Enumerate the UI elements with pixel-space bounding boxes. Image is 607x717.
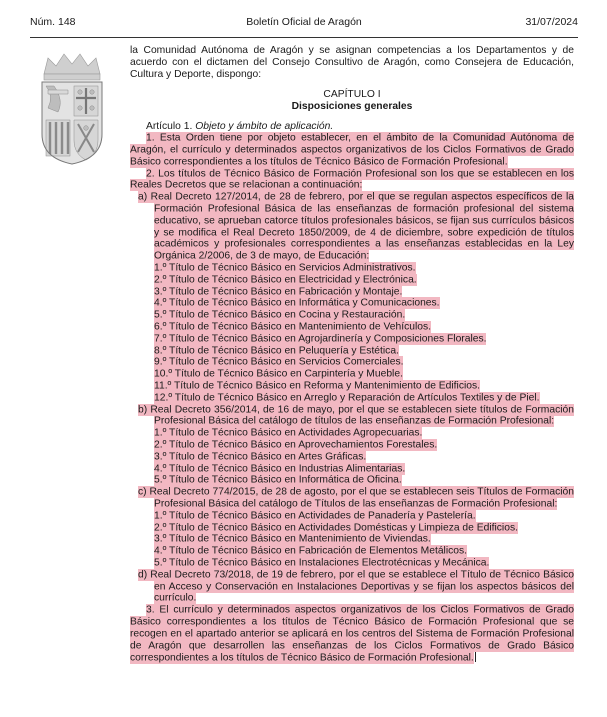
- decree-b: [130, 404, 574, 428]
- text-cursor: [475, 652, 476, 662]
- bulletin-number: Núm. 148: [30, 16, 76, 28]
- decree-c-text: c) Real Decreto 774/2015, de 28 de agosto, por el que se establecen seis Títulos de Formación Profesional Básica del catálogo de Títulos de las enseñanzas de Formación Profesional:: [138, 486, 574, 510]
- decree-a-title-1: 1.º Título de Técnico Básico en Servicios Administrativos.: [154, 262, 416, 274]
- chapter-title: Disposiciones generales: [291, 101, 413, 113]
- decree-a-title-7: 7.º Título de Técnico Básico en Agrojardinería y Composiciones Florales.: [154, 333, 487, 345]
- highlight-paragraph-2: 2. Los títulos de Técnico Básico de Formación Profesional son los que se establecen en los Reales Decretos que se relacionan a continuación:: [130, 168, 574, 191]
- decree-b-title-2: 2.º Título de Técnico Básico en Aprovechamientos Forestales.: [154, 439, 438, 451]
- decree-a-title-5: 5.º Título de Técnico Básico en Cocina y Restauración.: [154, 309, 406, 321]
- decree-b-title-5: 5.º Título de Técnico Básico en Informática de Oficina.: [154, 474, 402, 486]
- decree-a-title-8: 8.º Título de Técnico Básico en Peluquería y Estética.: [154, 345, 399, 357]
- decree-c-title-4: 4.º Título de Técnico Básico en Fabricación de Elementos Metálicos.: [154, 545, 468, 557]
- decree-b-text: b) Real Decreto 356/2014, de 16 de mayo, por el que se establecen siete títulos de Formación Profesional Básica del catálogo de títulos de las enseñanzas de Formación Profesional:: [138, 404, 574, 427]
- decree-a-title-10: 10.º Título de Técnico Básico en Carpintería y Mueble.: [154, 368, 403, 380]
- paragraph-3: [130, 605, 574, 665]
- bulletin-title: Boletín Oficial de Aragón: [246, 16, 362, 28]
- decree-a-title-6: 6.º Título de Técnico Básico en Mantenimiento de Vehículos.: [154, 321, 431, 333]
- decree-a: [130, 192, 574, 263]
- decree-a-title-4: 4.º Título de Técnico Básico en Informática y Comunicaciones.: [154, 297, 440, 309]
- decree-b-title-1: 1.º Título de Técnico Básico en Actividades Agropecuarias.: [154, 427, 423, 439]
- intro-paragraph: la Comunidad Autónoma de Aragón y se asignan competencias a los Departamentos y de acuerdo con el dictamen del Consejo Consultivo de Aragón, como Consejera de Educación, Cultura y Deporte, dispongo:: [130, 45, 574, 80]
- decree-a-title-9: 9.º Título de Técnico Básico en Servicios Comerciales.: [154, 356, 404, 368]
- document-body: [130, 45, 574, 665]
- highlight-paragraph-3: 3. El currículo y determinados aspectos organizativos de los Ciclos Formativos de Grado Básico correspondientes a los títulos de Técnico Básico de Formación Profesional que se recogen en el apartado anterior se aplicará en los centros del Sistema de Formación Profesional de Aragón que desarrollen las enseñanzas de los Ciclos Formativos de Grado Básico correspondientes a los títulos de Técnico Básico de Formación Profesional.: [130, 604, 574, 664]
- decree-a-text: a) Real Decreto 127/2014, de 28 de febrero, por el que se regulan aspectos específicos de la Formación Profesional Básica de las enseñanzas de formación profesional del sistema educativo, se aprueban catorce títulos profesionales básicos, se fijan sus currículos básicos y se modifica el Real Decreto 1850/2009, de 4 de diciembre, sobre expedición de títulos académicos y profesionales correspondientes a las enseñanzas establecidas en la Ley Orgánica 2/2006, de 3 de mayo, de Educación:: [138, 191, 574, 262]
- decree-a-title-12: 12.º Título de Técnico Básico en Arreglo y Reparación de Artículos Textiles y de Piel.: [154, 392, 540, 404]
- paragraph-2: [130, 168, 574, 192]
- decree-d: [130, 569, 574, 604]
- bulletin-date: 31/07/2024: [525, 16, 578, 28]
- decree-c-title-1: 1.º Título de Técnico Básico en Actividades de Panadería y Pastelería.: [154, 510, 476, 522]
- decree-d-text: d) Real Decreto 73/2018, de 19 de febrero, por el que se establece el Título de Técnico Básico en Acceso y Conservación en Instalaciones Deportivas y se fijan los aspectos básicos del currículo.: [138, 569, 574, 604]
- decree-b-title-3: 3.º Título de Técnico Básico en Artes Gráficas.: [154, 451, 367, 463]
- highlight-paragraph-1: 1. Esta Orden tiene por objeto establecer, en el ámbito de la Comunidad Autónoma de Aragón, el currículo y determinados aspectos organizativos de los Ciclos Formativos de Grado Básico correspondientes a los títulos de Técnico Básico de Formación Profesional.: [130, 132, 574, 168]
- decree-a-title-2: 2.º Título de Técnico Básico en Electricidad y Electrónica.: [154, 274, 417, 286]
- article-heading: [130, 121, 574, 133]
- article-label: Artículo 1.: [146, 120, 193, 132]
- chapter-number: CAPÍTULO I: [323, 89, 381, 101]
- article-title: Objeto y ámbito de aplicación.: [195, 120, 334, 132]
- decree-c-title-3: 3.º Título de Técnico Básico en Mantenimiento de Viviendas.: [154, 533, 431, 545]
- decree-c-title-5: 5.º Título de Técnico Básico en Instalaciones Electrotécnicas y Mecánica.: [154, 557, 490, 569]
- decree-c: [130, 487, 574, 511]
- header-divider: [30, 37, 578, 38]
- decree-a-title-3: 3.º Título de Técnico Básico en Fabricación y Montaje.: [154, 286, 403, 298]
- decree-c-title-2: 2.º Título de Técnico Básico en Actividades Domésticas y Limpieza de Edificios.: [154, 522, 518, 534]
- paragraph-1: [130, 133, 574, 168]
- aragon-coat-of-arms-icon: [30, 50, 114, 168]
- page-header: [30, 14, 578, 30]
- decree-a-title-11: 11.º Título de Técnico Básico en Reforma y Mantenimiento de Edificios.: [154, 380, 480, 392]
- decree-b-title-4: 4.º Título de Técnico Básico en Industrias Alimentarias.: [154, 463, 406, 475]
